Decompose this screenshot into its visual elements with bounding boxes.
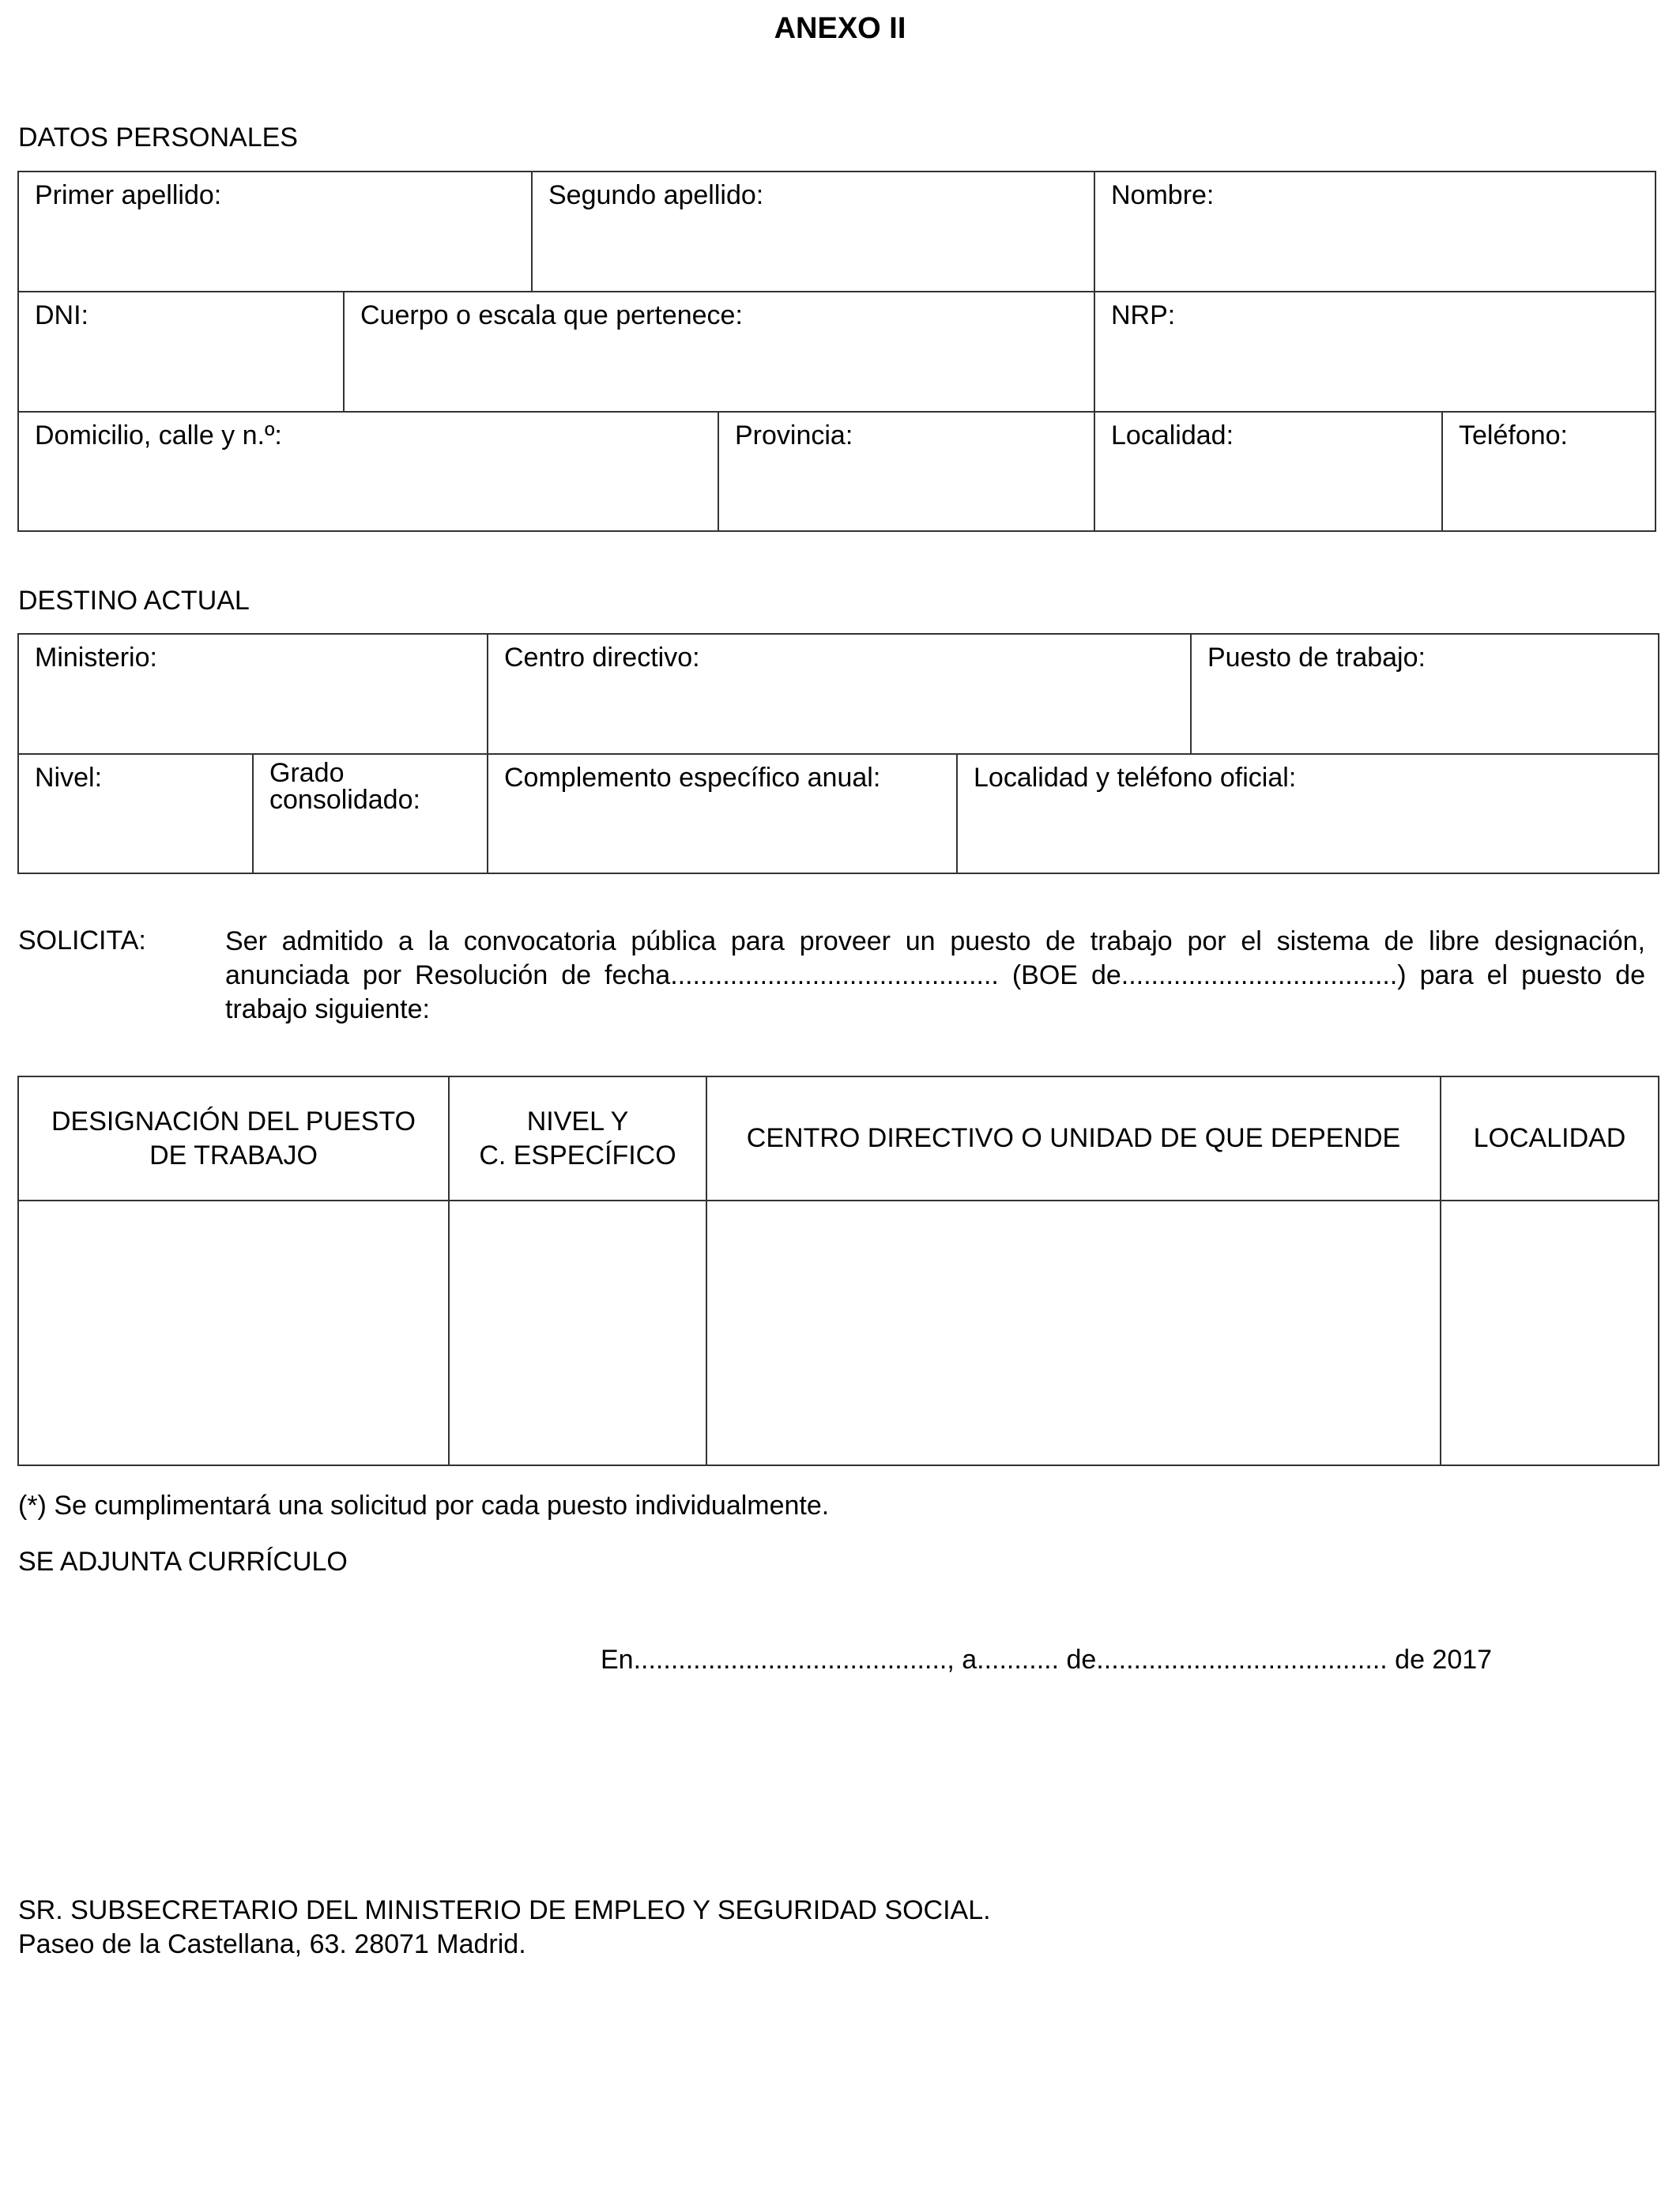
- nivel-field[interactable]: [19, 755, 254, 873]
- destinatario: [18, 1894, 991, 1962]
- nombre-label: Nombre:: [1111, 180, 1215, 210]
- localidad-telefono-field[interactable]: [958, 755, 1658, 873]
- telefono-label: Teléfono:: [1459, 420, 1568, 450]
- nrp-field[interactable]: [1095, 292, 1655, 413]
- domicilio-field[interactable]: [19, 413, 719, 530]
- nombre-field[interactable]: [1095, 172, 1655, 292]
- datos-personales-heading: DATOS PERSONALES: [18, 123, 298, 153]
- complemento-field[interactable]: [488, 755, 958, 873]
- destino-actual-grid: [17, 633, 1659, 874]
- datos-personales-grid: [17, 171, 1656, 532]
- header-designacion-line2: DE TRABAJO: [149, 1140, 318, 1171]
- centro-directivo-field[interactable]: [488, 635, 1192, 755]
- page-title: ANEXO II: [774, 12, 906, 45]
- destinatario-line2: Paseo de la Castellana, 63. 28071 Madrid.: [18, 1929, 526, 1960]
- solicita-text: Ser admitido a la convocatoria pública para proveer un puesto de trabajo por el sistema de libre designación, anunciada por Resolución de fecha............................................ (BOE de.....................................) para el puesto de trabajo siguiente:: [225, 926, 1645, 1024]
- localidad-label: Localidad:: [1111, 420, 1234, 450]
- dni-field[interactable]: [19, 292, 345, 413]
- localidad-input-cell[interactable]: [1441, 1201, 1658, 1465]
- grado-consolidado-field[interactable]: [254, 755, 488, 873]
- puesto-trabajo-label: Puesto de trabajo:: [1207, 643, 1426, 673]
- cuerpo-field[interactable]: [345, 292, 1095, 413]
- primer-apellido-label: Primer apellido:: [35, 180, 222, 210]
- centro-input-cell[interactable]: [707, 1201, 1441, 1465]
- ministerio-field[interactable]: [19, 635, 488, 755]
- dni-label: DNI:: [35, 300, 89, 330]
- header-nivel-line1: NIVEL Y: [526, 1106, 629, 1137]
- header-localidad: LOCALIDAD: [1441, 1077, 1658, 1201]
- nivel-input-cell[interactable]: [450, 1201, 707, 1465]
- segundo-apellido-field[interactable]: [533, 172, 1095, 292]
- provincia-label: Provincia:: [735, 420, 853, 450]
- puesto-trabajo-field[interactable]: [1192, 635, 1658, 755]
- destinatario-line1: SR. SUBSECRETARIO DEL MINISTERIO DE EMPLEO Y SEGURIDAD SOCIAL.: [18, 1895, 991, 1925]
- nrp-label: NRP:: [1111, 300, 1176, 330]
- localidad-field[interactable]: [1095, 413, 1443, 530]
- header-designacion: [19, 1077, 450, 1201]
- adjunta-curriculo: SE ADJUNTA CURRÍCULO: [18, 1547, 348, 1577]
- domicilio-label: Domicilio, calle y n.º:: [35, 420, 282, 450]
- puesto-table: [17, 1076, 1659, 1466]
- footnote: (*) Se cumplimentará una solicitud por cada puesto individualmente.: [18, 1491, 830, 1521]
- primer-apellido-field[interactable]: [19, 172, 533, 292]
- provincia-field[interactable]: [719, 413, 1095, 530]
- header-nivel: [450, 1077, 707, 1201]
- ministerio-label: Ministerio:: [35, 643, 157, 673]
- cuerpo-label: Cuerpo o escala que pertenece:: [360, 300, 743, 330]
- designacion-input-cell[interactable]: [19, 1201, 450, 1465]
- fecha-line: En.........................................., a........... de....................................... de 2017: [601, 1645, 1493, 1675]
- centro-directivo-label: Centro directivo:: [504, 643, 700, 673]
- segundo-apellido-label: Segundo apellido:: [548, 180, 764, 210]
- localidad-telefono-label: Localidad y teléfono oficial:: [974, 763, 1297, 793]
- destino-actual-heading: DESTINO ACTUAL: [18, 586, 250, 616]
- grado-label-line1: Grado: [269, 758, 345, 788]
- telefono-field[interactable]: [1443, 413, 1655, 530]
- nivel-label: Nivel:: [35, 763, 103, 793]
- header-centro: CENTRO DIRECTIVO O UNIDAD DE QUE DEPENDE: [707, 1077, 1441, 1201]
- grado-label-line2: consolidado:: [269, 785, 420, 815]
- header-designacion-line1: DESIGNACIÓN DEL PUESTO: [51, 1106, 416, 1137]
- header-nivel-line2: C. ESPECÍFICO: [479, 1140, 676, 1171]
- complemento-label: Complemento específico anual:: [504, 763, 881, 793]
- solicita-label: SOLICITA:: [18, 925, 146, 956]
